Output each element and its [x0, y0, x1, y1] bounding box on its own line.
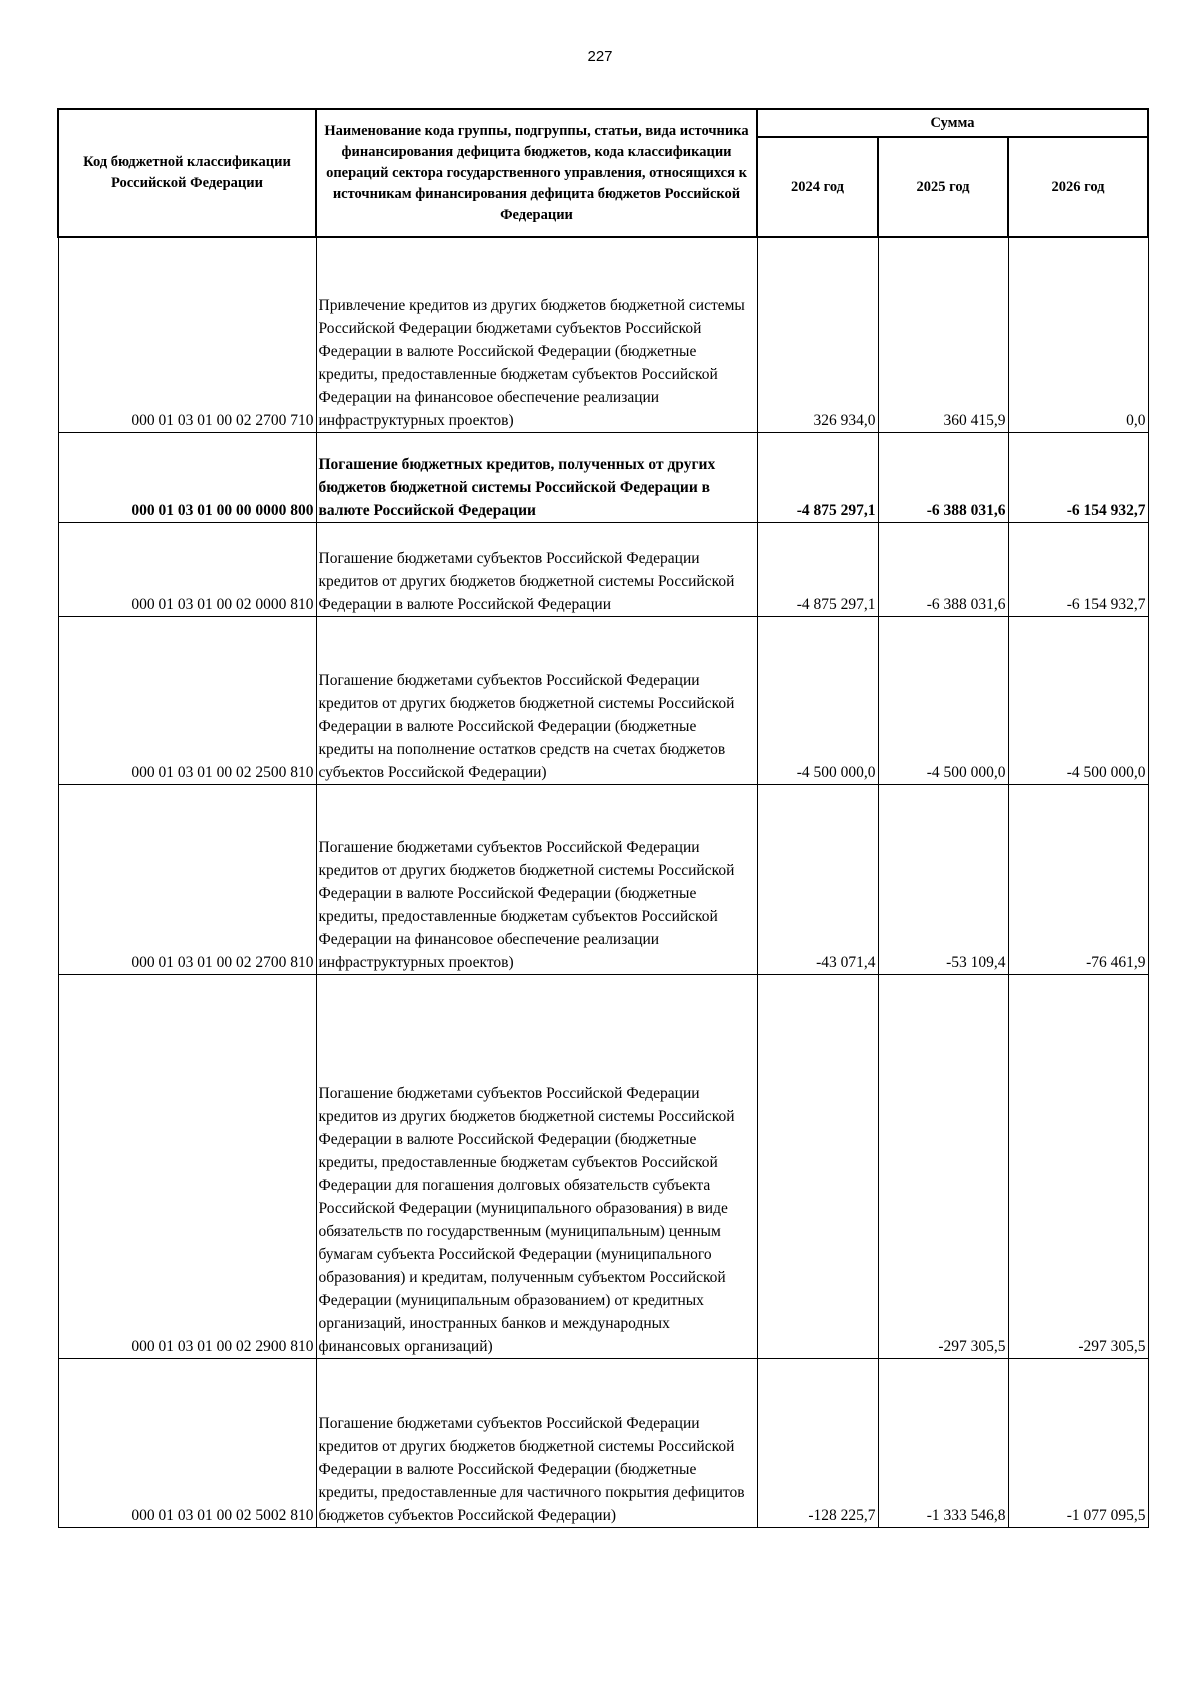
- row-value-2026: -297 305,5: [1008, 974, 1148, 1358]
- table-row: [58, 432, 1148, 522]
- budget-sources-table: [57, 108, 1149, 1528]
- header-name-column: Наименование кода группы, подгруппы, статьи, вида источника финансирования дефицита бюджетов, кода классификации операций сектора государственного управления, относящихся к источникам финансирования дефицита бюджетов Российской Федерации: [316, 109, 757, 237]
- row-value-2025: -1 333 546,8: [878, 1358, 1008, 1527]
- row-code: 000 01 03 01 00 02 2700 810: [58, 784, 316, 974]
- table-row: [58, 784, 1148, 974]
- table-row: [58, 974, 1148, 1358]
- row-value-2024: -128 225,7: [757, 1358, 878, 1527]
- row-code: 000 01 03 01 00 02 2900 810: [58, 974, 316, 1358]
- table-row: [58, 237, 1148, 432]
- row-name: Погашение бюджетами субъектов Российской Федерации кредитов от других бюджетов бюджетной системы Российской Федерации в валюте Российской Федерации (бюджетные кредиты на пополнение остатков средств на счетах бюджетов субъектов Российской Федерации): [316, 616, 757, 784]
- row-name: Погашение бюджетных кредитов, полученных от других бюджетов бюджетной системы Российской Федерации в валюте Российской Федерации: [316, 432, 757, 522]
- row-code: 000 01 03 01 00 00 0000 800: [58, 432, 316, 522]
- row-value-2025: -53 109,4: [878, 784, 1008, 974]
- row-name: Погашение бюджетами субъектов Российской Федерации кредитов из других бюджетов бюджетной системы Российской Федерации в валюте Российской Федерации (бюджетные кредиты, предоставленные бюджетам субъектов Российской Федерации для погашения долговых обязательств субъекта Российской Федерации (муниципального образования) в виде обязательств по государственным (муниципальным) ценным бумагам субъекта Российской Федерации (муниципального образования) и кредитам, полученным субъектом Российской Федерации (муниципальным образованием) от кредитных организаций, иностранных банков и международных финансовых организаций): [316, 974, 757, 1358]
- row-value-2024: -4 875 297,1: [757, 522, 878, 616]
- row-value-2024: -4 500 000,0: [757, 616, 878, 784]
- row-code: 000 01 03 01 00 02 2700 710: [58, 237, 316, 432]
- row-value-2024: [757, 974, 878, 1358]
- row-name: Погашение бюджетами субъектов Российской Федерации кредитов от других бюджетов бюджетной системы Российской Федерации в валюте Российской Федерации (бюджетные кредиты, предоставленные бюджетам субъектов Российской Федерации на финансовое обеспечение реализации инфраструктурных проектов): [316, 784, 757, 974]
- row-value-2025: -297 305,5: [878, 974, 1008, 1358]
- row-code: 000 01 03 01 00 02 5002 810: [58, 1358, 316, 1527]
- header-sum-column: Сумма: [757, 109, 1148, 137]
- row-value-2026: -4 500 000,0: [1008, 616, 1148, 784]
- row-value-2024: 326 934,0: [757, 237, 878, 432]
- row-code: 000 01 03 01 00 02 0000 810: [58, 522, 316, 616]
- row-code: 000 01 03 01 00 02 2500 810: [58, 616, 316, 784]
- header-year-2026: 2026 год: [1008, 137, 1148, 237]
- page-number: 227: [587, 48, 613, 65]
- header-year-2025: 2025 год: [878, 137, 1008, 237]
- row-value-2025: -6 388 031,6: [878, 432, 1008, 522]
- row-value-2025: -6 388 031,6: [878, 522, 1008, 616]
- row-name: Погашение бюджетами субъектов Российской Федерации кредитов от других бюджетов бюджетной системы Российской Федерации в валюте Российской Федерации: [316, 522, 757, 616]
- header-code-column: Код бюджетной классификации Российской Федерации: [58, 109, 316, 237]
- row-value-2026: -1 077 095,5: [1008, 1358, 1148, 1527]
- table-row: [58, 1358, 1148, 1527]
- row-value-2025: 360 415,9: [878, 237, 1008, 432]
- row-value-2026: 0,0: [1008, 237, 1148, 432]
- row-value-2026: -76 461,9: [1008, 784, 1148, 974]
- row-value-2024: -43 071,4: [757, 784, 878, 974]
- header-year-2024: 2024 год: [757, 137, 878, 237]
- table-row: [58, 522, 1148, 616]
- row-value-2026: -6 154 932,7: [1008, 432, 1148, 522]
- table-row: [58, 616, 1148, 784]
- row-value-2024: -4 875 297,1: [757, 432, 878, 522]
- row-name: Погашение бюджетами субъектов Российской Федерации кредитов от других бюджетов бюджетной системы Российской Федерации в валюте Российской Федерации (бюджетные кредиты, предоставленные для частичного покрытия дефицитов бюджетов субъектов Российской Федерации): [316, 1358, 757, 1527]
- row-value-2025: -4 500 000,0: [878, 616, 1008, 784]
- row-value-2026: -6 154 932,7: [1008, 522, 1148, 616]
- row-name: Привлечение кредитов из других бюджетов бюджетной системы Российской Федерации бюджетами субъектов Российской Федерации в валюте Российской Федерации (бюджетные кредиты, предоставленные бюджетам субъектов Российской Федерации на финансовое обеспечение реализации инфраструктурных проектов): [316, 237, 757, 432]
